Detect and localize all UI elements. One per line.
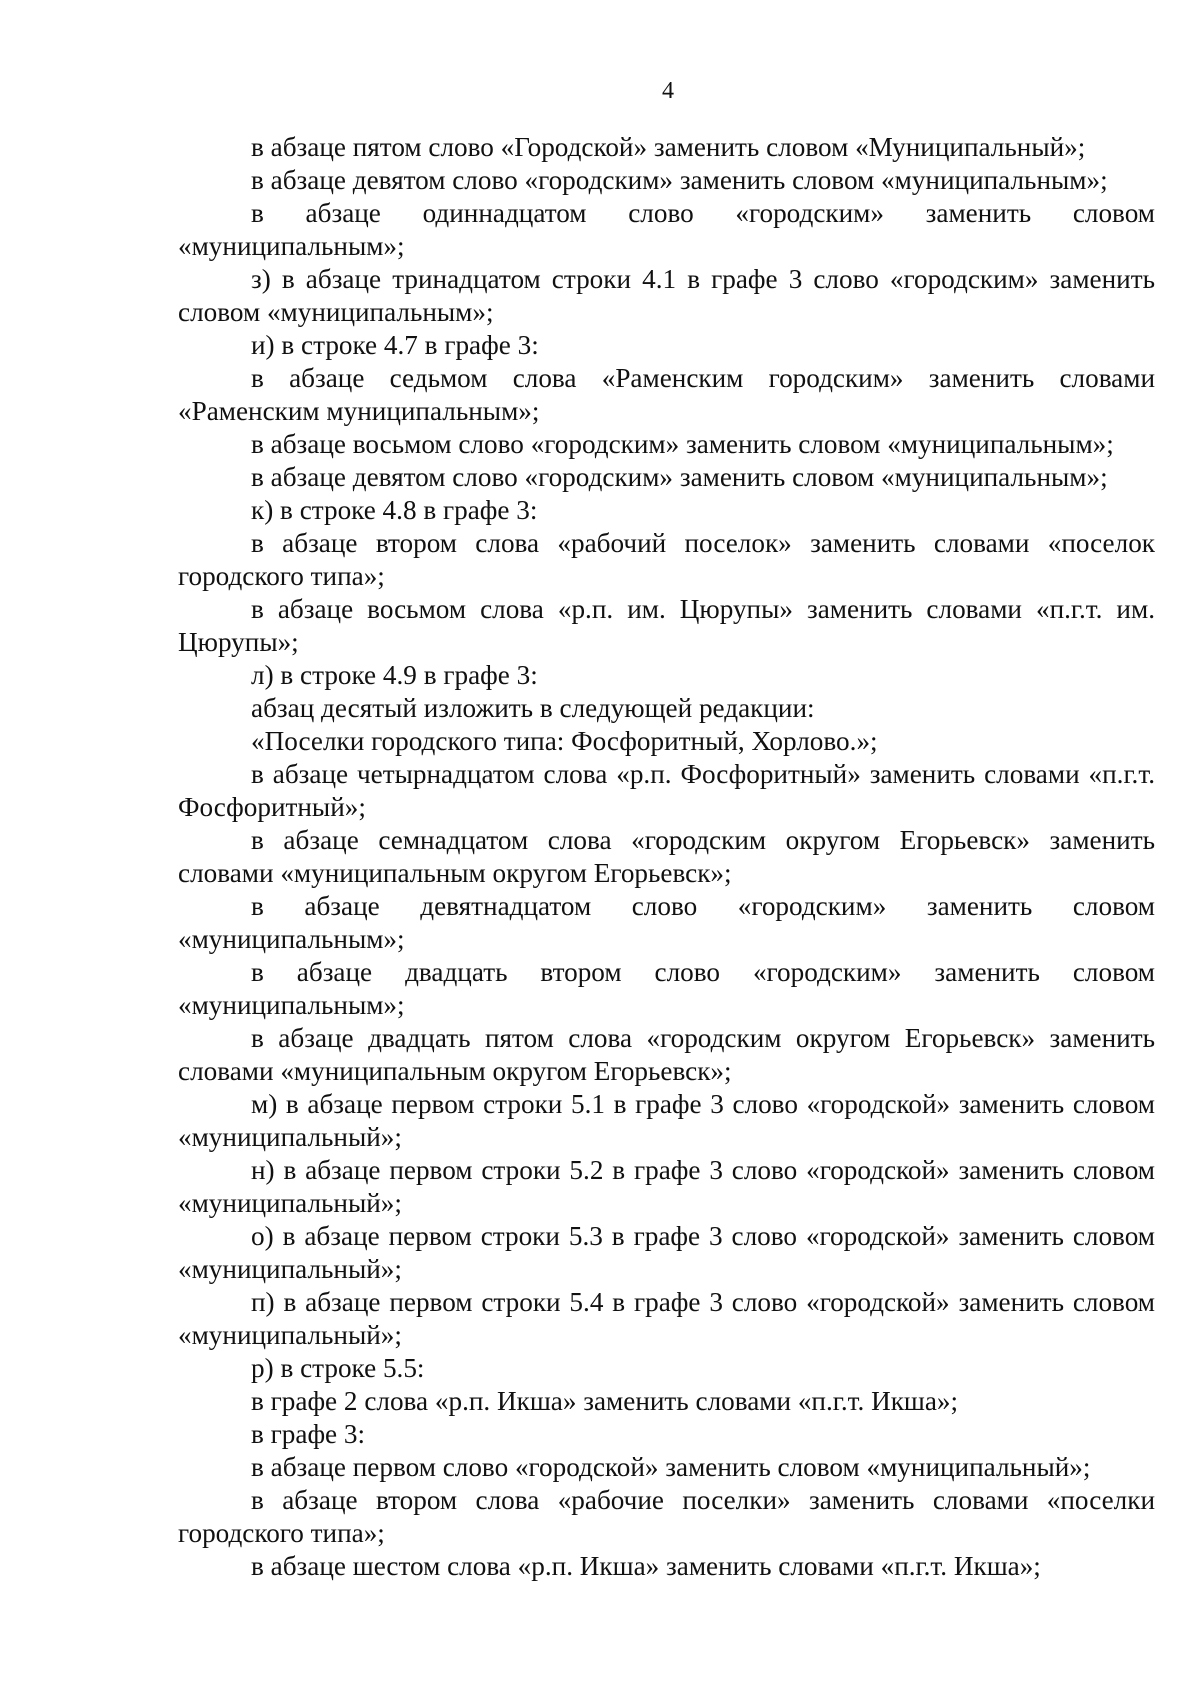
paragraph: в абзаце четырнадцатом слова «р.п. Фосфоритный» заменить словами «п.г.т. Фосфоритный»; [178, 759, 1155, 822]
paragraph: в абзаце девятнадцатом слово «городским» заменить словом «муниципальным»; [178, 891, 1155, 954]
paragraph: и) в строке 4.7 в графе 3: [251, 330, 539, 360]
paragraph: «Поселки городского типа: Фосфоритный, Хорлово.»; [251, 726, 878, 756]
paragraph: в абзаце двадцать втором слово «городским» заменить словом «муниципальным»; [178, 957, 1155, 1020]
paragraph: м) в абзаце первом строки 5.1 в графе 3 слово «городской» заменить словом «муниципальный»; [178, 1089, 1155, 1152]
paragraph: к) в строке 4.8 в графе 3: [251, 495, 538, 525]
paragraph: в абзаце первом слово «городской» заменить словом «муниципальный»; [251, 1452, 1091, 1482]
paragraph: н) в абзаце первом строки 5.2 в графе 3 слово «городской» заменить словом «муниципальный»; [178, 1155, 1155, 1218]
paragraph: в графе 2 слова «р.п. Икша» заменить словами «п.г.т. Икша»; [251, 1386, 959, 1416]
paragraph: в абзаце двадцать пятом слова «городским округом Егорьевск» заменить словами «муниципальным округом Егорьевск»; [178, 1023, 1155, 1086]
paragraph: в абзаце восьмом слово «городским» заменить словом «муниципальным»; [251, 429, 1114, 459]
paragraph: в абзаце пятом слово «Городской» заменить словом «Муниципальный»; [251, 132, 1086, 162]
paragraph: в абзаце шестом слова «р.п. Икша» заменить словами «п.г.т. Икша»; [251, 1551, 1041, 1581]
paragraph: в абзаце одиннадцатом слово «городским» заменить словом «муниципальным»; [178, 198, 1155, 261]
paragraph: р) в строке 5.5: [251, 1353, 425, 1383]
paragraph: з) в абзаце тринадцатом строки 4.1 в графе 3 слово «городским» заменить словом «муниципальным»; [178, 264, 1155, 327]
paragraph: о) в абзаце первом строки 5.3 в графе 3 слово «городской» заменить словом «муниципальный»; [178, 1221, 1155, 1284]
paragraph: в абзаце семнадцатом слова «городским округом Егорьевск» заменить словами «муниципальным округом Егорьевск»; [178, 825, 1155, 888]
paragraph: в абзаце девятом слово «городским» заменить словом «муниципальным»; [251, 462, 1108, 492]
paragraph: л) в строке 4.9 в графе 3: [251, 660, 538, 690]
page-number: 4 [662, 78, 674, 104]
paragraph: п) в абзаце первом строки 5.4 в графе 3 слово «городской» заменить словом «муниципальный»; [178, 1287, 1155, 1350]
paragraph: абзац десятый изложить в следующей редакции: [251, 693, 815, 723]
document-body [178, 131, 1155, 1583]
paragraph: в абзаце девятом слово «городским» заменить словом «муниципальным»; [251, 165, 1108, 195]
paragraph: в графе 3: [251, 1419, 366, 1449]
paragraph: в абзаце втором слова «рабочие поселки» заменить словами «поселки городского типа»; [178, 1485, 1155, 1548]
paragraph: в абзаце восьмом слова «р.п. им. Цюрупы» заменить словами «п.г.т. им. Цюрупы»; [178, 594, 1155, 657]
paragraph: в абзаце втором слова «рабочий поселок» заменить словами «поселок городского типа»; [178, 528, 1155, 591]
paragraph: в абзаце седьмом слова «Раменским городским» заменить словами «Раменским муниципальным»; [178, 363, 1155, 426]
